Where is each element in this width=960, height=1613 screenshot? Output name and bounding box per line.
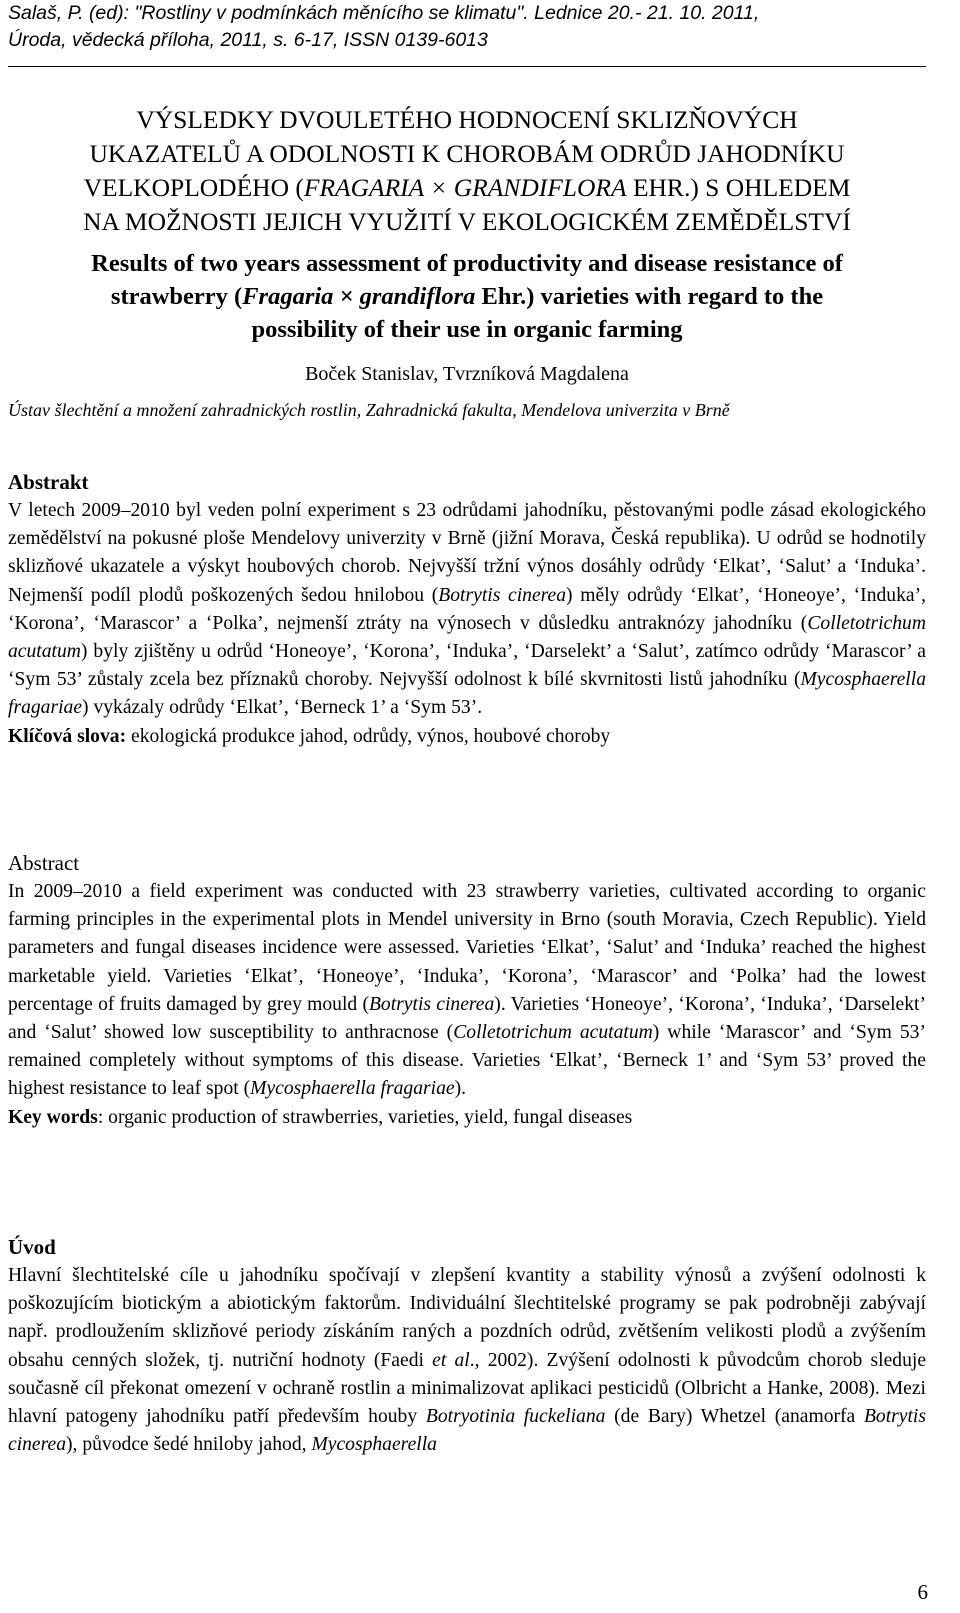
abstrakt-italic: Colletotrichum acutatum	[8, 612, 926, 663]
abstract-keywords	[8, 1104, 926, 1132]
abstrakt-heading: Abstrakt	[8, 470, 89, 494]
title-cz-line-3-post: EHR.) S OHLEDEM	[626, 173, 851, 202]
title-en-line-2-pre: strawberry (	[110, 283, 243, 310]
abstract-text-part: In 2009‒2010 a field experiment was conducted with 23 strawberry varieties, cultivated according to organic farming principles in the experimental plots in Mendel university in Brno (south Moravia, Czech Republic). Yield parameters and fungal diseases incidence were assessed. Varieties ‘Elkat’, ‘Salut’ and ‘Induka’ reached the highest marketable yield. Varieties ‘Elkat’, ‘Honeoye’, ‘Induka’, ‘Korona’, ‘Marascor’ and ‘Polka’ had the lowest percentage of fruits damaged by grey mould (	[8, 881, 926, 1015]
title-cz-species: FRAGARIA × GRANDIFLORA	[303, 173, 627, 202]
abstract-text-part: ).	[454, 1078, 467, 1100]
uvod-text-part: (de Bary) Whetzel (anamorfa	[605, 1406, 864, 1428]
abstrakt-text-part: ) byly zjištěny u odrůd ‘Honeoye’, ‘Korona’, ‘Induka’, ‘Darselekt’ a ‘Salut’, zatímco odrůdy ‘Marascor’ a ‘Sym 53’ zůstaly zcela bez příznaků choroby. Nejvyšší odolnost k bílé skvrnitosti listů jahodníku (	[8, 641, 926, 691]
abstrakt-italic: Botrytis cinerea	[438, 584, 567, 606]
title-en-line-2-post: Ehr.) varieties with regard to the	[475, 283, 824, 310]
uvod-italic: et al	[432, 1349, 470, 1371]
title-cz-line-4: NA MOŽNOSTI JEJICH VYUŽITÍ V EKOLOGICKÉM ZEMĚDĚLSTVÍ	[83, 207, 851, 236]
affiliation: Ústav šlechtění a množení zahradnických rostlin, Zahradnická fakulta, Mendelova univerzita v Brně	[8, 400, 730, 420]
abstrakt-text-part: ) vykázaly odrůdy ‘Elkat’, ‘Berneck 1’ a ‘Sym 53’.	[82, 697, 483, 719]
abstrakt-keywords	[8, 723, 926, 751]
abstract-section	[8, 849, 926, 1132]
header-divider	[8, 66, 926, 67]
abstract-keywords-label: Key words	[8, 1106, 98, 1128]
uvod-text-part: ), původce šedé hniloby jahod,	[66, 1434, 312, 1456]
uvod-text-part: ., 2002). Zvýšení odolnosti k původcům chorob sleduje současně cíl překonat omezení v ochraně rostlin a minimalizovat aplikaci pesticidů (Olbricht a Hanke, 2008). Mezi hlavní patogeny jahodníku patří především houby	[8, 1349, 927, 1428]
abstract-text	[8, 878, 926, 1104]
title-cz-line-3	[8, 171, 926, 205]
title-cz-line-3-pre: VELKOPLODÉHO (	[83, 173, 304, 202]
title-en-line-3: possibility of their use in organic farming	[251, 316, 683, 343]
uvod-italic: Botrytis cinerea	[8, 1406, 926, 1456]
abstrakt-keywords-text: ekologická produkce jahod, odrůdy, výnos, houbové choroby	[126, 725, 611, 747]
title-cz-line-1: VÝSLEDKY DVOULETÉHO HODNOCENÍ SKLIZŇOVÝCH	[136, 105, 798, 134]
abstract-italic: Colletotrichum acutatum	[453, 1022, 653, 1044]
title-en-line-2	[8, 280, 926, 313]
title-cz-line-2: UKAZATELŮ A ODOLNOSTI K CHOROBÁM ODRŮD JAHODNÍKU	[89, 139, 845, 168]
uvod-italic: Mycosphaerella	[311, 1434, 437, 1456]
running-header	[8, 0, 928, 54]
uvod-italic: Botryotinia fuckeliana	[425, 1406, 606, 1428]
abstract-heading: Abstract	[8, 851, 80, 875]
abstrakt-text-part: V letech 2009‒2010 byl veden polní experiment s 23 odrůdami jahodníku, pěstovanými podle zásad ekologického zemědělství na pokusné ploše Mendelovy univerzity v Brně (jižní Morava, Česká republika). U odrůd se hodnotily sklizňové ukazatele a výskyt houbových chorob. Nejvyšší tržní výnos dosáhly odrůdy ‘Elkat’, ‘Salut’ a ‘Induka’. Nejmenší podíl plodů poškozených šedou hnilobou (	[8, 500, 926, 606]
abstract-text-part: ) while ‘Marascor’ and ‘Sym 53’ remained completely without symptoms of this disease. Varieties ‘Elkat’, ‘Berneck 1’ and ‘Sym 53’ proved the highest resistance to leaf spot (	[8, 1022, 926, 1100]
uvod-text-part: Hlavní šlechtitelské cíle u jahodníku spočívají v zlepšení kvantity a stability výnosů a zvýšení odolnosti k poškozujícím biotickým a abiotickým faktorům. Individuální šlechtitelské programy se pak podrobněji zabývají např. prodloužením sklizňové periody získáním raných a pozdních odrůd, zvětšením velikosti plodů a zvýšením obsahu cenných složek, tj. nutriční hodnoty (Faedi	[8, 1265, 926, 1371]
uvod-text	[8, 1262, 926, 1459]
abstrakt-section	[8, 468, 926, 751]
abstract-keywords-text: : organic production of strawberries, varieties, yield, fungal diseases	[97, 1106, 633, 1128]
uvod-section	[8, 1233, 926, 1459]
page-number: 6	[917, 1580, 928, 1604]
header-line-1: Salaš, P. (ed): "Rostliny v podmínkách měnícího se klimatu". Lednice 20.- 21. 10. 2011,	[8, 2, 760, 24]
author-list: Boček Stanislav, Tvrzníková Magdalena	[305, 363, 629, 385]
abstrakt-italic: Mycosphaerella fragariae	[8, 669, 926, 719]
abstrakt-text-part: ) měly odrůdy ‘Elkat’, ‘Honeoye’, ‘Induka’, ‘Korona’, ‘Marascor’ a ‘Polka’, nejmenší ztráty na výnosech v důsledku antraknózy jahodníku (	[8, 584, 926, 634]
title-english	[8, 247, 926, 346]
abstract-italic: Botrytis cinerea	[368, 993, 495, 1015]
abstract-text-part: ). Varieties ‘Honeoye’, ‘Korona’, ‘Induka’, ‘Darselekt’ and ‘Salut’ showed low susceptibility to anthracnose (	[8, 993, 927, 1044]
title-en-line-1: Results of two years assessment of productivity and disease resistance of	[91, 250, 843, 277]
header-line-2: Úroda, vědecká příloha, 2011, s. 6-17, ISSN 0139-6013	[8, 29, 488, 51]
title-en-species: Fragaria × grandiflora	[242, 283, 476, 310]
abstract-italic: Mycosphaerella fragariae	[250, 1078, 455, 1100]
abstrakt-text	[8, 497, 926, 723]
title-czech	[8, 103, 926, 239]
uvod-heading: Úvod	[8, 1235, 56, 1259]
abstrakt-keywords-label: Klíčová slova:	[8, 725, 127, 747]
